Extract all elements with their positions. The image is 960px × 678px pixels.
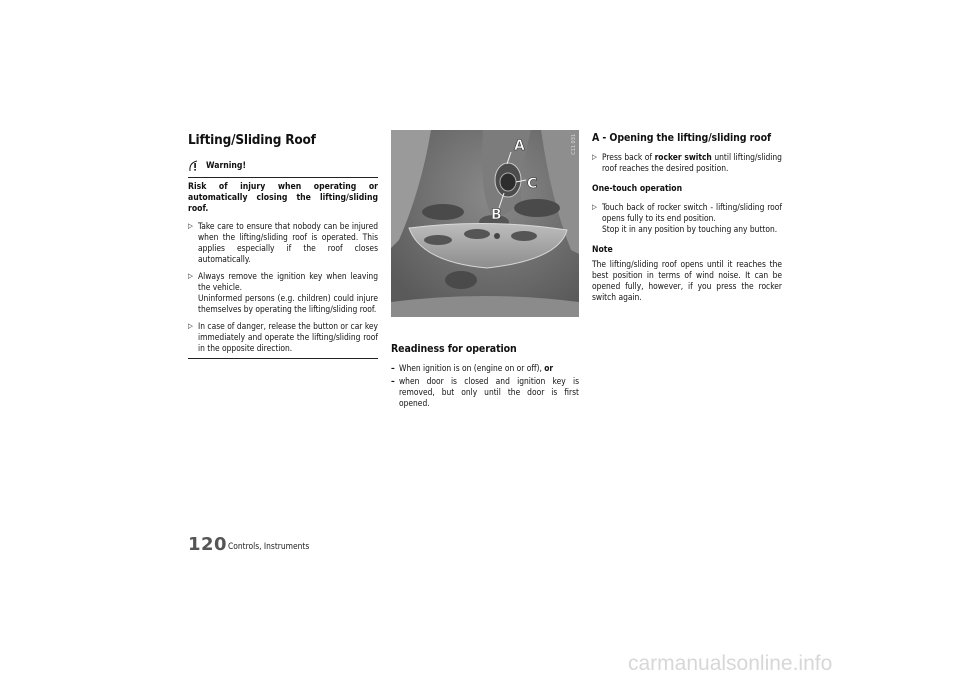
note-title: Note bbox=[592, 245, 613, 255]
readiness-title: Readiness for operation bbox=[391, 343, 517, 355]
rocker-switch-term: rocker switch bbox=[654, 152, 712, 162]
triangle-bullet-icon: ▷ bbox=[592, 153, 597, 161]
section-name: Controls, Instruments bbox=[228, 541, 310, 551]
figure-code: C11 031 bbox=[571, 134, 577, 155]
list-item-text: In case of danger, release the button or car key immediately and operate the lifting/sliding roof in the opposite direction. bbox=[198, 321, 378, 353]
list-item bbox=[391, 363, 579, 374]
warning-title: Risk of injury when operating or automatically closing the lifting/sliding roof. bbox=[188, 182, 378, 214]
list-item bbox=[188, 221, 378, 265]
list-item bbox=[592, 152, 782, 174]
readiness-item-1: When ignition is on (engine on or off), bbox=[399, 363, 542, 373]
opening-title: A - Opening the lifting/sliding roof bbox=[592, 132, 771, 144]
readiness-or: or bbox=[544, 363, 554, 373]
list-item bbox=[188, 271, 378, 315]
readiness-item-2: when door is closed and ignition key is removed, but only until the door is first opened. bbox=[399, 376, 579, 408]
note-text: The lifting/sliding roof opens until it reaches the best position in terms of wind noise. It can be opened fully, however, if you press the rocker switch again. bbox=[592, 259, 782, 302]
section-title: Lifting/Sliding Roof bbox=[188, 132, 316, 148]
one-touch-line-1: Touch back of rocker switch - lifting/sliding roof opens fully to its end position. bbox=[602, 202, 782, 223]
one-touch-title: One-touch operation bbox=[592, 184, 683, 194]
triangle-bullet-icon: ▷ bbox=[188, 272, 193, 280]
list-item bbox=[592, 202, 782, 235]
watermark: carmanualsonline.info bbox=[628, 652, 833, 675]
dash-bullet: – bbox=[391, 376, 395, 386]
left-column bbox=[188, 132, 378, 359]
list-item-text: Take care to ensure that nobody can be injured when the lifting/sliding roof is operated. This applies especially if the roof closes automatically. bbox=[198, 221, 378, 264]
one-touch-line-2: Stop it in any position by touching any button. bbox=[602, 224, 778, 234]
right-column bbox=[592, 132, 782, 303]
middle-column bbox=[391, 343, 579, 411]
figure-label-a: A bbox=[514, 138, 525, 154]
list-item bbox=[391, 376, 579, 409]
dash-bullet: – bbox=[391, 363, 395, 373]
triangle-bullet-icon: ▷ bbox=[592, 203, 597, 211]
warning-label: Warning! bbox=[206, 161, 246, 171]
list-item bbox=[188, 321, 378, 354]
opening-text-pre: Press back of bbox=[602, 152, 653, 162]
page-number: 120 bbox=[188, 534, 228, 555]
list-item-text: Always remove the ignition key when leaving the vehicle. bbox=[198, 271, 378, 292]
opening-text-post: until lifting/sliding roof reaches the desired position. bbox=[602, 152, 782, 173]
list-item-text: Uninformed persons (e.g. children) could injure themselves by operating the lifting/sliding roof. bbox=[198, 293, 378, 314]
warning-icon bbox=[188, 160, 200, 172]
triangle-bullet-icon: ▷ bbox=[188, 322, 193, 330]
warning-bottom-rule bbox=[188, 358, 378, 359]
triangle-bullet-icon: ▷ bbox=[188, 222, 193, 230]
roof-console-photo bbox=[391, 130, 579, 317]
warning-header bbox=[188, 158, 378, 178]
figure-label-c: C bbox=[527, 176, 538, 192]
figure-label-b: B bbox=[491, 207, 502, 223]
